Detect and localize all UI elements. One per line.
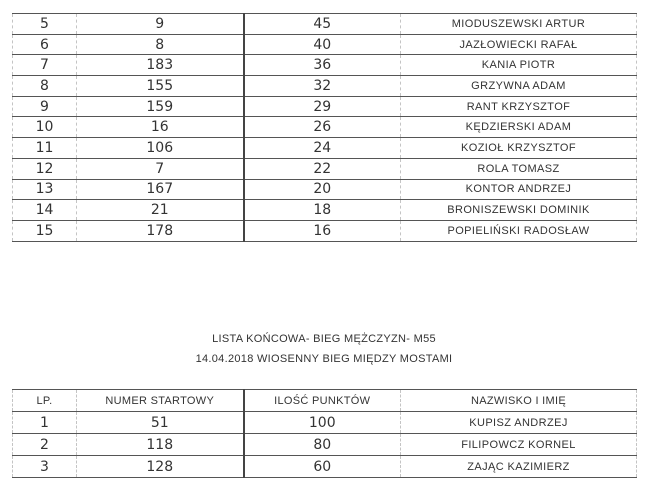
table-row [13, 55, 637, 76]
cell-points: 20 [244, 179, 401, 200]
cell-name: KONTOR ANDRZEJ [401, 179, 637, 200]
cell-start-number: 106 [77, 138, 244, 159]
table-row [13, 220, 637, 241]
table-row [13, 412, 637, 434]
cell-name: KANIA PIOTR [401, 55, 637, 76]
header-lp: LP. [13, 390, 77, 412]
cell-start-number: 9 [77, 14, 244, 35]
cell-name: BRONISZEWSKI DOMINIK [401, 200, 637, 221]
header-points: ILOŚĆ PUNKTÓW [244, 390, 401, 412]
results-table-m55 [12, 389, 637, 478]
cell-name: KĘDZIERSKI ADAM [401, 117, 637, 138]
cell-points: 36 [244, 55, 401, 76]
table-row [13, 34, 637, 55]
header-name: NAZWISKO I IMIĘ [401, 390, 637, 412]
cell-lp: 2 [13, 434, 77, 456]
cell-points: 60 [244, 456, 401, 478]
table-row [13, 434, 637, 456]
cell-name: POPIELIŃSKI RADOSŁAW [401, 220, 637, 241]
cell-points: 24 [244, 138, 401, 159]
cell-name: FILIPOWCZ KORNEL [401, 434, 637, 456]
cell-start-number: 159 [77, 96, 244, 117]
cell-points: 32 [244, 76, 401, 97]
table-row [13, 200, 637, 221]
cell-start-number: 183 [77, 55, 244, 76]
table-row [13, 138, 637, 159]
cell-points: 16 [244, 220, 401, 241]
cell-start-number: 8 [77, 34, 244, 55]
cell-start-number: 178 [77, 220, 244, 241]
list-subtitle: 14.04.2018 WIOSENNY BIEG MIĘDZY MOSTAMI [195, 353, 453, 365]
cell-lp: 11 [13, 138, 77, 159]
cell-start-number: 7 [77, 158, 244, 179]
cell-name: KUPISZ ANDRZEJ [401, 412, 637, 434]
cell-lp: 12 [13, 158, 77, 179]
cell-name: GRZYWNA ADAM [401, 76, 637, 97]
cell-points: 26 [244, 117, 401, 138]
cell-name: RANT KRZYSZTOF [401, 96, 637, 117]
cell-lp: 1 [13, 412, 77, 434]
cell-lp: 15 [13, 220, 77, 241]
table-header-row [13, 390, 637, 412]
cell-lp: 8 [13, 76, 77, 97]
cell-points: 40 [244, 34, 401, 55]
cell-lp: 6 [13, 34, 77, 55]
cell-points: 80 [244, 434, 401, 456]
cell-points: 22 [244, 158, 401, 179]
cell-start-number: 21 [77, 200, 244, 221]
table-row [13, 76, 637, 97]
results-table-top [12, 13, 637, 242]
cell-start-number: 128 [77, 456, 244, 478]
results-table-m55-body [13, 412, 637, 478]
cell-start-number: 118 [77, 434, 244, 456]
header-start-number: NUMER STARTOWY [77, 390, 244, 412]
cell-points: 45 [244, 14, 401, 35]
cell-lp: 14 [13, 200, 77, 221]
cell-start-number: 51 [77, 412, 244, 434]
cell-start-number: 16 [77, 117, 244, 138]
table-row [13, 158, 637, 179]
cell-points: 29 [244, 96, 401, 117]
cell-start-number: 155 [77, 76, 244, 97]
table-row [13, 96, 637, 117]
cell-start-number: 167 [77, 179, 244, 200]
cell-name: ZAJĄC KAZIMIERZ [401, 456, 637, 478]
cell-lp: 9 [13, 96, 77, 117]
cell-name: MIODUSZEWSKI ARTUR [401, 14, 637, 35]
cell-points: 100 [244, 412, 401, 434]
cell-lp: 3 [13, 456, 77, 478]
cell-name: JAZŁOWIECKI RAFAŁ [401, 34, 637, 55]
table-row [13, 456, 637, 478]
cell-name: KOZIOŁ KRZYSZTOF [401, 138, 637, 159]
results-table-top-body [13, 14, 637, 242]
cell-lp: 10 [13, 117, 77, 138]
cell-lp: 13 [13, 179, 77, 200]
list-title: LISTA KOŃCOWA- BIEG MĘŻCZYZN- M55 [212, 333, 436, 345]
cell-lp: 5 [13, 14, 77, 35]
cell-lp: 7 [13, 55, 77, 76]
cell-name: ROLA TOMASZ [401, 158, 637, 179]
table-row [13, 14, 637, 35]
table-row [13, 179, 637, 200]
table-row [13, 117, 637, 138]
cell-points: 18 [244, 200, 401, 221]
